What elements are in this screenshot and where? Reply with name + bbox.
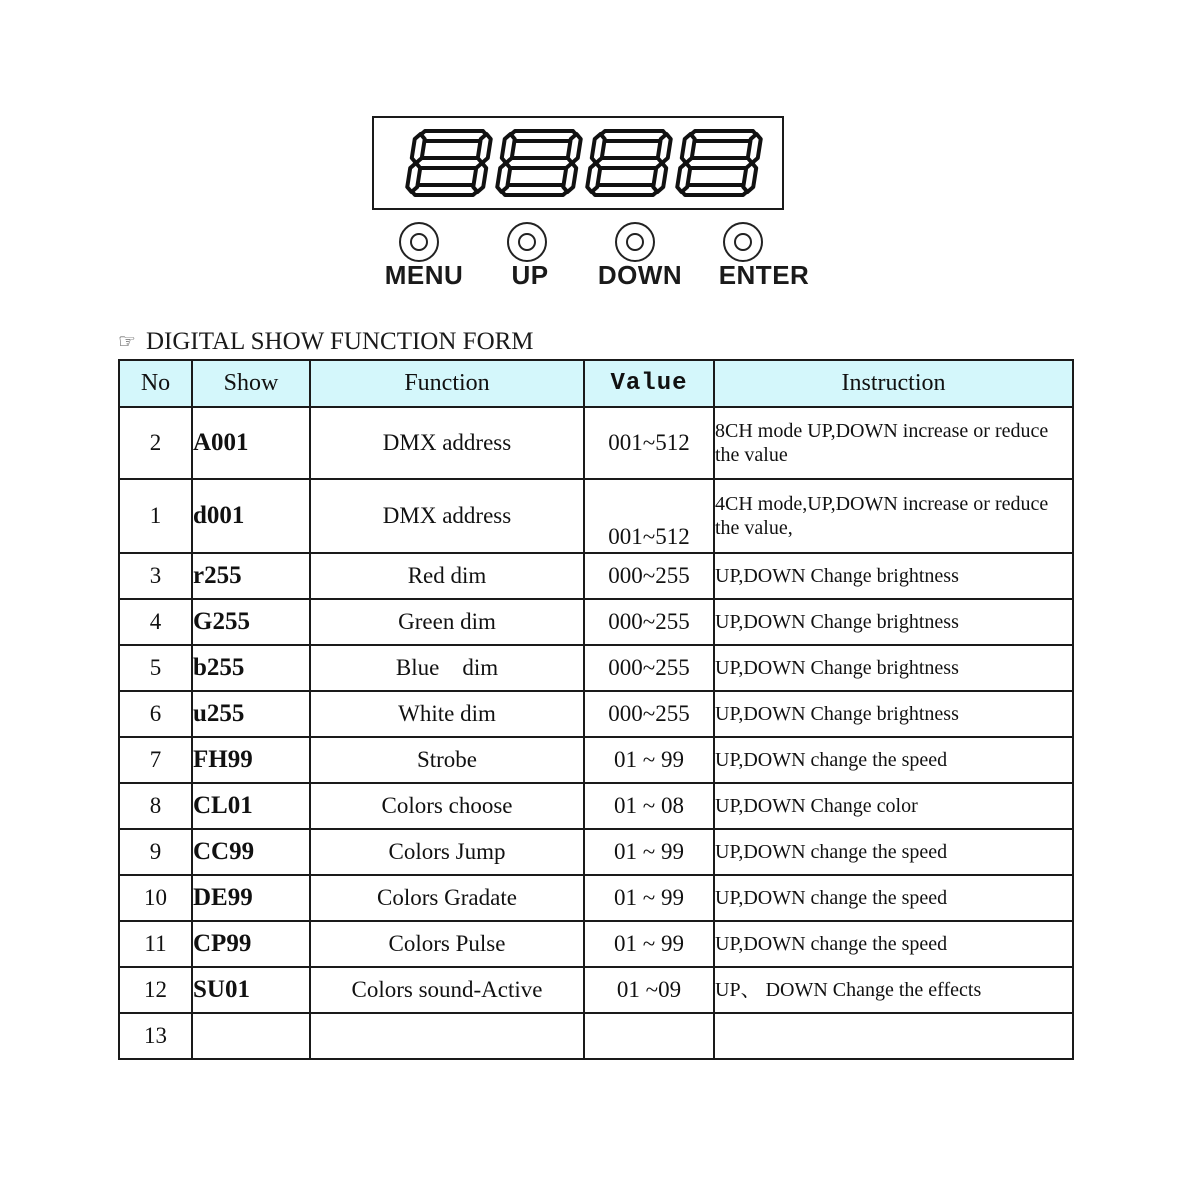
row-value: 000~255 bbox=[584, 599, 714, 645]
led-segment-3-f bbox=[592, 134, 605, 163]
led-segment-4-a bbox=[689, 131, 757, 141]
led-segment-2-f bbox=[502, 134, 515, 163]
row-show-code: d001 bbox=[192, 479, 310, 553]
row-show-code: A001 bbox=[192, 407, 310, 479]
row-value: 01 ~ 99 bbox=[584, 875, 714, 921]
row-function: Colors Gradate bbox=[310, 875, 584, 921]
row-value: 001~512 bbox=[584, 479, 714, 553]
row-no: 1 bbox=[119, 479, 192, 553]
row-value: 000~255 bbox=[584, 553, 714, 599]
row-instruction: UP,DOWN Change brightness bbox=[714, 691, 1073, 737]
row-show-code: u255 bbox=[192, 691, 310, 737]
row-no: 7 bbox=[119, 737, 192, 783]
enter-label: ENTER bbox=[718, 260, 810, 290]
row-no: 3 bbox=[119, 553, 192, 599]
row-function: Red dim bbox=[310, 553, 584, 599]
row-instruction: UP,DOWN change the speed bbox=[714, 921, 1073, 967]
row-value: 000~255 bbox=[584, 645, 714, 691]
row-show-code: FH99 bbox=[192, 737, 310, 783]
row-function: White dim bbox=[310, 691, 584, 737]
row-function bbox=[310, 1013, 584, 1059]
row-value: 01 ~ 99 bbox=[584, 737, 714, 783]
table-row bbox=[119, 829, 1073, 875]
led-segment-1-a bbox=[419, 131, 487, 141]
table-row bbox=[119, 479, 1073, 553]
led-segment-4-f bbox=[682, 134, 695, 163]
up-button[interactable] bbox=[507, 222, 547, 262]
row-function: DMX address bbox=[310, 479, 584, 553]
led-segment-2-a bbox=[509, 131, 577, 141]
led-segment-2-e bbox=[497, 163, 510, 192]
led-display bbox=[372, 116, 784, 210]
row-no: 12 bbox=[119, 967, 192, 1013]
led-segment-3-g bbox=[595, 158, 663, 168]
table-row bbox=[119, 875, 1073, 921]
row-show-code: DE99 bbox=[192, 875, 310, 921]
led-digits bbox=[374, 118, 782, 208]
row-function: Colors Pulse bbox=[310, 921, 584, 967]
row-value bbox=[584, 1013, 714, 1059]
led-segment-1-b bbox=[478, 134, 491, 163]
row-instruction: UP,DOWN Change brightness bbox=[714, 645, 1073, 691]
row-instruction: UP,DOWN change the speed bbox=[714, 737, 1073, 783]
header-instruction: Instruction bbox=[714, 360, 1073, 407]
led-segment-3-a bbox=[599, 131, 667, 141]
row-instruction: UP,DOWN change the speed bbox=[714, 829, 1073, 875]
row-function: Blue dim bbox=[310, 645, 584, 691]
row-instruction: UP,DOWN Change brightness bbox=[714, 599, 1073, 645]
row-function: Colors Jump bbox=[310, 829, 584, 875]
row-show-code bbox=[192, 1013, 310, 1059]
row-show-code: r255 bbox=[192, 553, 310, 599]
row-instruction: UP,DOWN Change color bbox=[714, 783, 1073, 829]
row-instruction: 4CH mode,UP,DOWN increase or reduce the value, bbox=[714, 479, 1073, 553]
row-value: 01 ~ 99 bbox=[584, 829, 714, 875]
row-instruction: UP,DOWN change the speed bbox=[714, 875, 1073, 921]
table-row bbox=[119, 967, 1073, 1013]
row-no: 5 bbox=[119, 645, 192, 691]
led-segment-4-b bbox=[748, 134, 761, 163]
row-show-code: G255 bbox=[192, 599, 310, 645]
header-function: Function bbox=[310, 360, 584, 407]
header-show: Show bbox=[192, 360, 310, 407]
row-show-code: b255 bbox=[192, 645, 310, 691]
led-segment-3-c bbox=[653, 163, 666, 192]
led-segment-4-d bbox=[681, 185, 749, 195]
table-header-row bbox=[119, 360, 1073, 407]
row-no: 11 bbox=[119, 921, 192, 967]
row-instruction bbox=[714, 1013, 1073, 1059]
led-segment-1-g bbox=[415, 158, 483, 168]
table-row bbox=[119, 737, 1073, 783]
led-segment-2-b bbox=[568, 134, 581, 163]
row-function: Green dim bbox=[310, 599, 584, 645]
led-segment-2-d bbox=[501, 185, 569, 195]
table-row bbox=[119, 1013, 1073, 1059]
form-title bbox=[118, 328, 534, 356]
header-value: Value bbox=[584, 360, 714, 407]
led-segment-4-c bbox=[743, 163, 756, 192]
led-segment-1-f bbox=[412, 134, 425, 163]
row-no: 9 bbox=[119, 829, 192, 875]
row-no: 10 bbox=[119, 875, 192, 921]
menu-label: MENU bbox=[384, 260, 464, 290]
table-row bbox=[119, 407, 1073, 479]
row-value: 000~255 bbox=[584, 691, 714, 737]
led-segment-3-e bbox=[587, 163, 600, 192]
row-instruction: UP,DOWN Change brightness bbox=[714, 553, 1073, 599]
header-no: No bbox=[119, 360, 192, 407]
table-row bbox=[119, 553, 1073, 599]
row-value: 01 ~09 bbox=[584, 967, 714, 1013]
row-no: 8 bbox=[119, 783, 192, 829]
table-row bbox=[119, 691, 1073, 737]
table-row bbox=[119, 599, 1073, 645]
led-segment-1-e bbox=[407, 163, 420, 192]
row-function: DMX address bbox=[310, 407, 584, 479]
up-label: UP bbox=[511, 260, 549, 290]
row-show-code: CP99 bbox=[192, 921, 310, 967]
row-instruction: UP、 DOWN Change the effects bbox=[714, 967, 1073, 1013]
enter-button[interactable] bbox=[723, 222, 763, 262]
led-segment-1-c bbox=[473, 163, 486, 192]
row-show-code: SU01 bbox=[192, 967, 310, 1013]
row-show-code: CC99 bbox=[192, 829, 310, 875]
form-title-text: DIGITAL SHOW FUNCTION FORM bbox=[145, 328, 534, 355]
row-no: 13 bbox=[119, 1013, 192, 1059]
table-row bbox=[119, 783, 1073, 829]
down-button[interactable] bbox=[615, 222, 655, 262]
row-show-code: CL01 bbox=[192, 783, 310, 829]
function-table bbox=[118, 359, 1074, 1060]
led-segment-2-c bbox=[563, 163, 576, 192]
table-row bbox=[119, 645, 1073, 691]
row-function: Colors sound-Active bbox=[310, 967, 584, 1013]
pointing-hand-icon: ☞ bbox=[118, 331, 136, 353]
table-row bbox=[119, 921, 1073, 967]
led-segment-2-g bbox=[505, 158, 573, 168]
led-segment-4-g bbox=[685, 158, 753, 168]
row-function: Colors choose bbox=[310, 783, 584, 829]
down-label: DOWN bbox=[597, 260, 683, 290]
row-no: 6 bbox=[119, 691, 192, 737]
row-value: 001~512 bbox=[584, 407, 714, 479]
led-segment-3-b bbox=[658, 134, 671, 163]
led-segment-3-d bbox=[591, 185, 659, 195]
menu-button[interactable] bbox=[399, 222, 439, 262]
row-value: 01 ~ 08 bbox=[584, 783, 714, 829]
row-no: 4 bbox=[119, 599, 192, 645]
row-no: 2 bbox=[119, 407, 192, 479]
row-function: Strobe bbox=[310, 737, 584, 783]
led-segment-4-e bbox=[677, 163, 690, 192]
led-segment-1-d bbox=[411, 185, 479, 195]
row-value: 01 ~ 99 bbox=[584, 921, 714, 967]
row-instruction: 8CH mode UP,DOWN increase or reduce the value bbox=[714, 407, 1073, 479]
